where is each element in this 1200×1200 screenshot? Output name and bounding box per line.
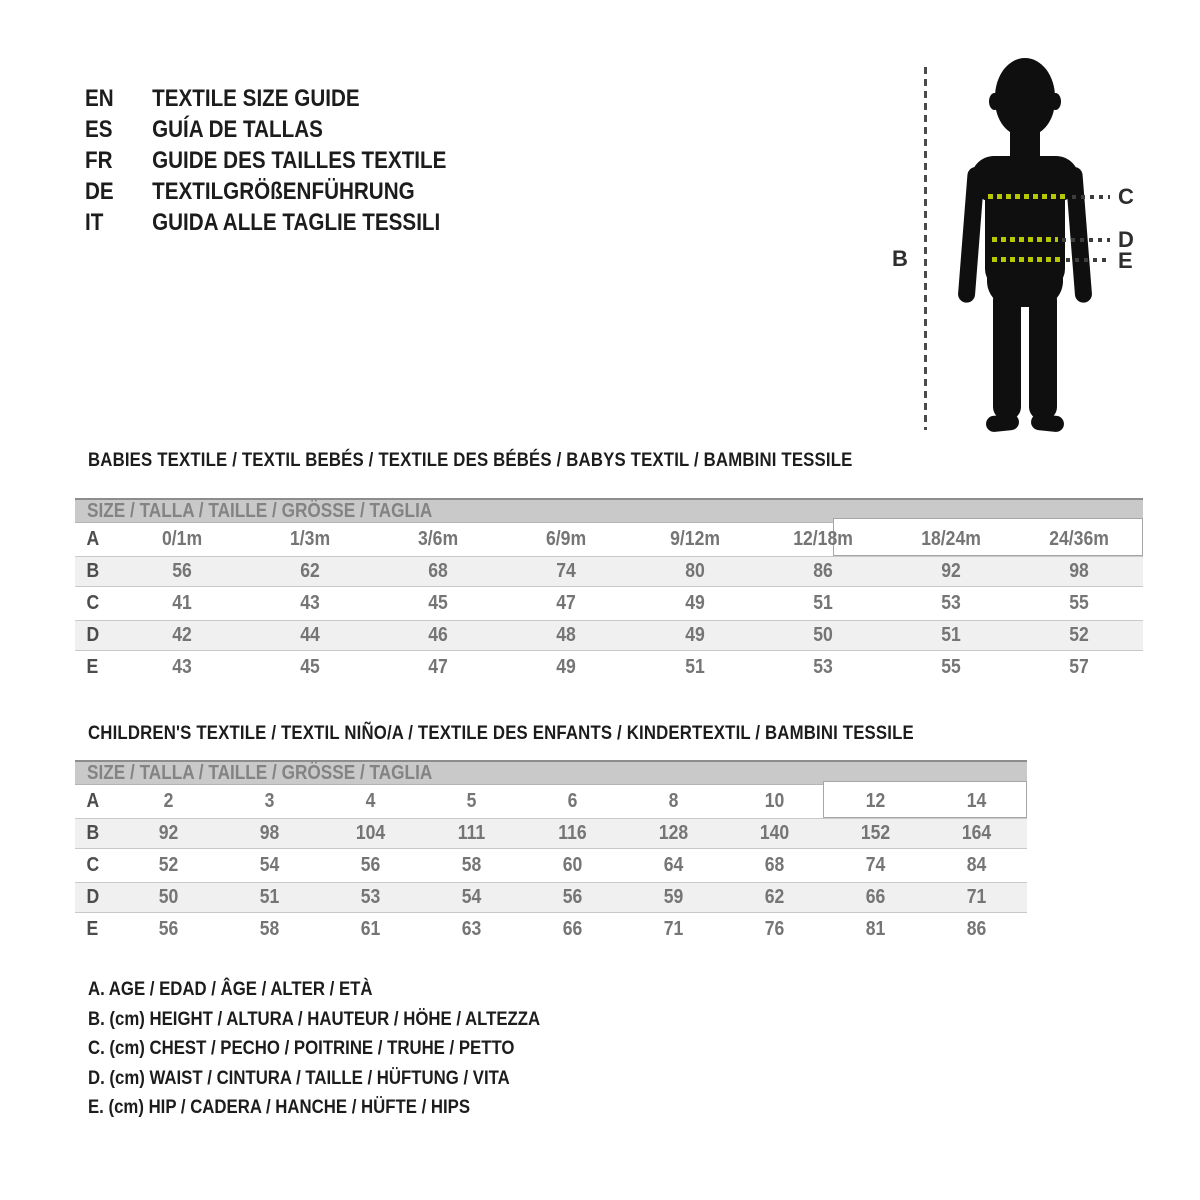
size-value-cell: 56	[360, 854, 381, 876]
silhouette-arm-left	[957, 166, 985, 303]
size-value-cell: 84	[966, 854, 987, 876]
size-table-row-d	[75, 620, 1143, 651]
babies-size-table	[75, 498, 1143, 684]
language-guide-title: GUIDA ALLE TAGLIE TESSILI	[152, 209, 441, 236]
legend-line: A. AGE / EDAD / ÂGE / ALTER / ETÀ	[88, 978, 373, 1000]
size-value-cell: 12/18m	[792, 528, 853, 550]
size-value-cell: 58	[461, 854, 482, 876]
language-code: FR	[85, 147, 113, 174]
size-value-cell: 164	[961, 822, 992, 844]
size-value-cell: 48	[556, 624, 577, 646]
size-value-cell: 43	[300, 592, 320, 614]
children-size-header-label: SIZE / TALLA / TAILLE / GRÖSSE / TAGLIA	[87, 761, 433, 784]
size-value-cell: 53	[812, 656, 833, 678]
size-value-cell: 128	[658, 822, 689, 844]
size-value-cell: 54	[259, 854, 280, 876]
size-value-cell: 56	[158, 918, 179, 940]
height-label: B	[892, 246, 908, 271]
row-measure-label: C	[86, 592, 100, 614]
size-value-cell: 56	[172, 560, 192, 582]
size-value-cell: 4	[365, 790, 376, 812]
language-code: ES	[85, 116, 113, 143]
size-value-cell: 6/9m	[546, 528, 587, 550]
measure-legend	[88, 975, 614, 1123]
size-table-row-e	[75, 913, 1027, 946]
hip-measure-line	[992, 257, 1062, 262]
size-value-cell: 76	[764, 918, 785, 940]
hip-measure-line-extension	[1066, 258, 1110, 262]
chest-measure-line	[988, 194, 1068, 199]
row-measure-label: D	[86, 886, 100, 908]
size-value-cell: 24/36m	[1049, 528, 1109, 550]
silhouette-ear-left	[989, 93, 1000, 110]
height-measure-line	[924, 67, 927, 430]
size-value-cell: 54	[461, 886, 482, 908]
size-value-cell: 86	[812, 560, 833, 582]
size-value-cell: 68	[428, 560, 449, 582]
size-table-row-a	[75, 785, 1027, 818]
size-value-cell: 51	[941, 624, 961, 646]
size-table-row-a	[75, 523, 1143, 556]
waist-measure-line-extension	[1062, 238, 1110, 242]
size-value-cell: 42	[172, 624, 192, 646]
size-value-cell: 10	[764, 790, 785, 812]
size-value-cell: 111	[457, 822, 486, 844]
size-value-cell: 71	[966, 886, 987, 908]
size-value-cell: 49	[684, 592, 705, 614]
silhouette-ear-right	[1050, 93, 1061, 110]
language-row	[85, 145, 446, 176]
language-code: DE	[85, 178, 114, 205]
legend-line: B. (cm) HEIGHT / ALTURA / HAUTEUR / HÖHE / ALTEZZA	[88, 1007, 541, 1030]
size-value-cell: 46	[428, 624, 449, 646]
size-value-cell: 9/12m	[669, 528, 720, 550]
size-table-row-c	[75, 587, 1143, 620]
hip-label: E	[1118, 248, 1133, 273]
size-value-cell: 55	[941, 656, 961, 678]
size-table-row-d	[75, 882, 1027, 913]
size-value-cell: 64	[663, 854, 684, 876]
size-value-cell: 49	[684, 624, 705, 646]
children-size-table	[75, 760, 1027, 946]
child-silhouette	[950, 55, 1110, 440]
size-value-cell: 63	[461, 918, 482, 940]
size-value-cell: 80	[684, 560, 705, 582]
babies-size-header-label: SIZE / TALLA / TAILLE / GRÖSSE / TAGLIA	[87, 499, 433, 522]
size-value-cell: 8	[668, 790, 679, 812]
size-value-cell: 152	[860, 822, 891, 844]
size-value-cell: 43	[172, 656, 192, 678]
size-value-cell: 68	[764, 854, 785, 876]
size-value-cell: 5	[466, 790, 477, 812]
size-value-cell: 52	[158, 854, 179, 876]
size-value-cell: 66	[865, 886, 886, 908]
size-value-cell: 0/1m	[162, 528, 203, 550]
size-value-cell: 3	[264, 790, 275, 812]
language-code: IT	[85, 209, 104, 236]
size-value-cell: 98	[1069, 560, 1089, 582]
size-value-cell: 47	[428, 656, 449, 678]
waist-measure-line	[992, 237, 1058, 242]
children-section-title: CHILDREN'S TEXTILE / TEXTIL NIÑO/A / TEXTILE DES ENFANTS / KINDERTEXTIL / BAMBINI TESSILE	[88, 722, 914, 744]
size-value-cell: 59	[663, 886, 684, 908]
babies-table-rows	[75, 523, 1143, 684]
row-measure-label: B	[86, 822, 100, 844]
chest-label: C	[1118, 184, 1134, 209]
size-value-cell: 14	[966, 790, 987, 812]
size-value-cell: 51	[259, 886, 280, 908]
size-value-cell: 71	[663, 918, 684, 940]
size-value-cell: 52	[1069, 624, 1089, 646]
size-value-cell: 47	[556, 592, 577, 614]
chest-measure-line-extension	[1072, 195, 1110, 199]
size-value-cell: 116	[558, 822, 587, 844]
language-title-block	[85, 83, 505, 238]
size-value-cell: 6	[567, 790, 578, 812]
size-value-cell: 81	[865, 918, 886, 940]
size-value-cell: 55	[1069, 592, 1089, 614]
row-measure-label: C	[86, 854, 100, 876]
row-measure-label: B	[86, 560, 100, 582]
size-value-cell: 57	[1069, 656, 1089, 678]
legend-line: C. (cm) CHEST / PECHO / POITRINE / TRUHE / PETTO	[88, 1037, 515, 1059]
size-value-cell: 98	[259, 822, 280, 844]
language-guide-title: GUÍA DE TALLAS	[152, 116, 323, 143]
size-value-cell: 74	[865, 854, 886, 876]
size-value-cell: 49	[556, 656, 577, 678]
language-guide-title: TEXTILE SIZE GUIDE	[152, 85, 360, 112]
size-value-cell: 58	[259, 918, 280, 940]
size-value-cell: 53	[360, 886, 381, 908]
silhouette-foot-left	[985, 413, 1019, 432]
size-value-cell: 61	[360, 918, 381, 940]
size-value-cell: 51	[812, 592, 833, 614]
children-table-rows	[75, 785, 1027, 946]
size-value-cell: 74	[556, 560, 577, 582]
size-value-cell: 66	[562, 918, 583, 940]
size-value-cell: 104	[355, 822, 386, 844]
size-value-cell: 62	[300, 560, 320, 582]
row-measure-label: A	[86, 528, 100, 550]
size-value-cell: 86	[966, 918, 987, 940]
language-row	[85, 207, 446, 238]
size-value-cell: 45	[300, 656, 320, 678]
size-value-cell: 50	[158, 886, 179, 908]
language-guide-title: GUIDE DES TAILLES TEXTILE	[152, 147, 447, 174]
silhouette-arm-right	[1065, 166, 1093, 303]
size-value-cell: 45	[428, 592, 449, 614]
row-measure-label: D	[86, 624, 100, 646]
babies-section-title: BABIES TEXTILE / TEXTIL BEBÉS / TEXTILE DES BÉBÉS / BABYS TEXTIL / BAMBINI TESSILE	[88, 449, 853, 471]
size-value-cell: 1/3m	[290, 528, 331, 550]
waist-label: D	[1118, 227, 1134, 252]
row-measure-label: E	[86, 656, 99, 678]
language-row	[85, 83, 446, 114]
size-value-cell: 56	[562, 886, 583, 908]
size-value-cell: 2	[163, 790, 174, 812]
silhouette-leg-right	[1029, 287, 1057, 420]
size-value-cell: 53	[941, 592, 961, 614]
size-value-cell: 3/6m	[418, 528, 459, 550]
size-table-row-b	[75, 818, 1027, 849]
size-value-cell: 60	[562, 854, 583, 876]
language-guide-title: TEXTILGRÖßENFÜHRUNG	[152, 178, 415, 205]
size-value-cell: 41	[172, 592, 192, 614]
legend-line: E. (cm) HIP / CADERA / HANCHE / HÜFTE / HIPS	[88, 1096, 471, 1118]
silhouette-leg-left	[993, 287, 1021, 420]
size-table-row-b	[75, 556, 1143, 587]
language-row	[85, 176, 446, 207]
language-code: EN	[85, 85, 114, 112]
size-value-cell: 62	[764, 886, 785, 908]
size-value-cell: 140	[759, 822, 790, 844]
size-value-cell: 92	[941, 560, 961, 582]
size-table-row-c	[75, 849, 1027, 882]
size-value-cell: 50	[812, 624, 833, 646]
size-value-cell: 12	[865, 790, 886, 812]
language-row	[85, 114, 446, 145]
size-value-cell: 18/24m	[920, 528, 981, 550]
row-measure-label: E	[86, 918, 99, 940]
size-table-row-e	[75, 651, 1143, 684]
size-value-cell: 92	[158, 822, 179, 844]
silhouette-foot-right	[1030, 413, 1064, 432]
legend-line: D. (cm) WAIST / CINTURA / TAILLE / HÜFTUNG / VITA	[88, 1066, 510, 1089]
size-value-cell: 51	[684, 656, 705, 678]
row-measure-label: A	[86, 790, 100, 812]
size-value-cell: 44	[300, 624, 320, 646]
